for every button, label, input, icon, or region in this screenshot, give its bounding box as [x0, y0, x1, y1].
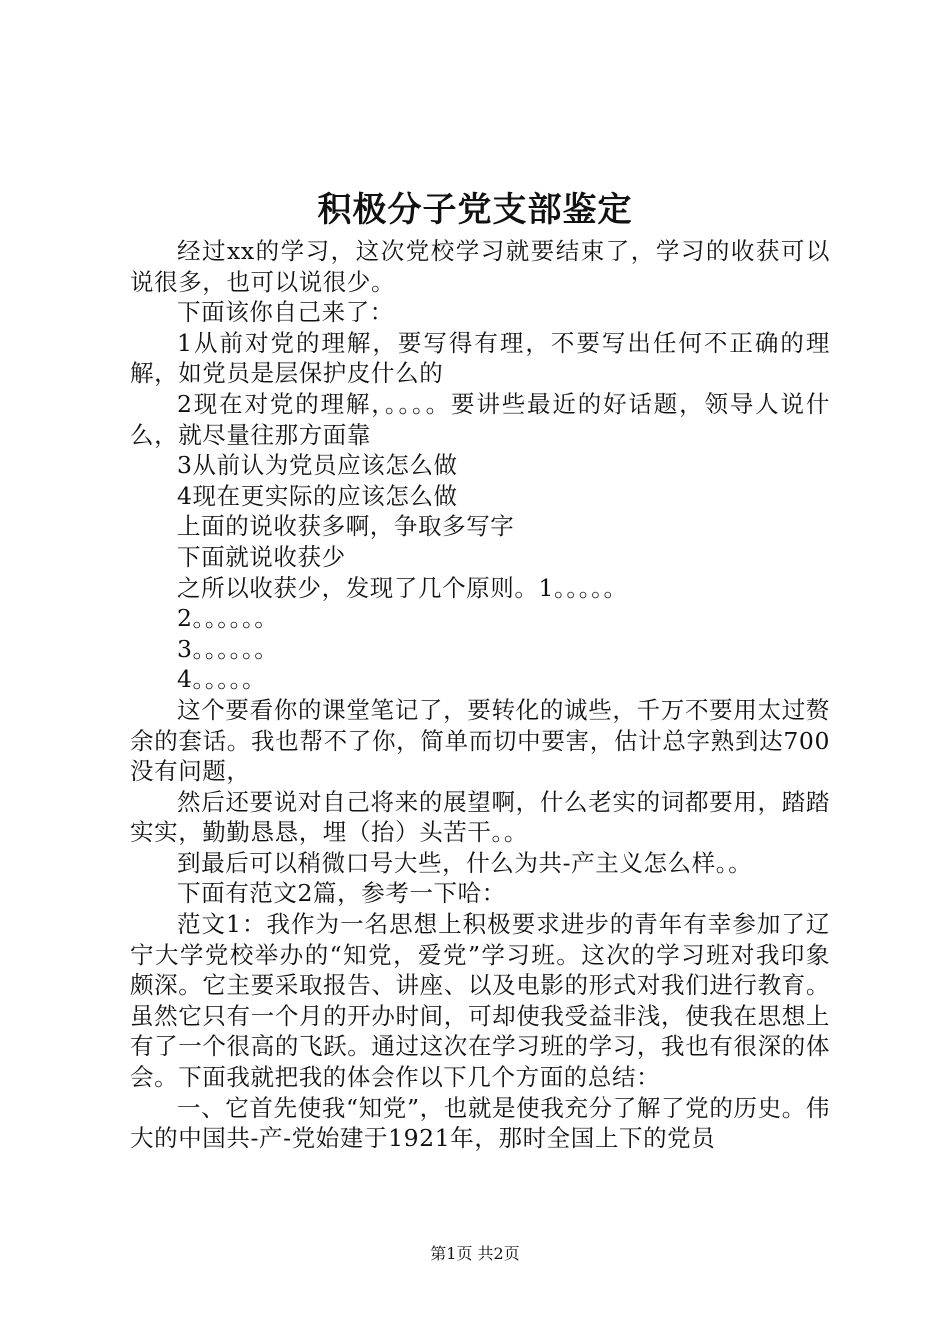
paragraph: 范文1：我作为一名思想上积极要求进步的青年有幸参加了辽宁大学党校举办的“知党，爱党”学习班。这次的学习班对我印象颇深。它主要采取报告、讲座、以及电影的形式对我们进行教育。虽然它只有一个月的开办时间，可却使我受益非浅，使我在思想上有了一个很高的飞跃。通过这次在学习班的学习，我也有很深的体会。下面我就把我的体会作以下几个方面的总结： [130, 910, 830, 1092]
paragraph: 下面有范文2篇，参考一下哈： [177, 879, 506, 908]
paragraph: 然后还要说对自己将来的展望啊，什么老实的词都要用，踏踏实实，勤勤恳恳，埋（抬）头苦干。。 [130, 787, 830, 847]
document-title: 积极分子党支部鉴定 [317, 190, 633, 230]
paragraph: 之所以收获少，发现了几个原则。1。。。。。 [177, 573, 628, 602]
paragraph: 1从前对党的理解，要写得有理，不要写出任何不正确的理解，如党员是层保护皮什么的 [130, 328, 830, 388]
paragraph: 2现在对党的理解，。。。。要讲些最近的好话题，领导人说什么，就尽量往那方面靠 [130, 389, 830, 449]
paragraph: 4现在更实际的应该怎么做 [177, 481, 458, 510]
paragraph: 上面的说收获多啊，争取多写字 [177, 512, 515, 541]
document-body [130, 236, 830, 1154]
paragraph: 下面该你自己来了： [177, 298, 394, 327]
paragraph: 到最后可以稍微口号大些，什么为共-产主义怎么样。。 [177, 848, 753, 877]
paragraph: 这个要看你的课堂笔记了，要转化的诚些，千万不要用太过赘余的套话。我也帮不了你，简单而切中要害，估计总字熟到达700没有问题， [130, 695, 830, 786]
paragraph: 3。。。。。。 [177, 634, 279, 663]
paragraph: 一、它首先使我“知党”，也就是使我充分了解了党的历史。伟大的中国共-产-党始建于1921年，那时全国上下的党员 [130, 1093, 830, 1153]
page-footer: 第1页 共2页 [430, 1244, 520, 1263]
paragraph: 4。。。。。 [177, 665, 267, 694]
paragraph: 2。。。。。。 [177, 604, 279, 633]
paragraph: 经过xx的学习，这次党校学习就要结束了，学习的收获可以说很多，也可以说很少。 [130, 237, 830, 296]
paragraph: 下面就说收获少 [177, 542, 346, 571]
paragraph: 3从前认为党员应该怎么做 [177, 451, 458, 480]
